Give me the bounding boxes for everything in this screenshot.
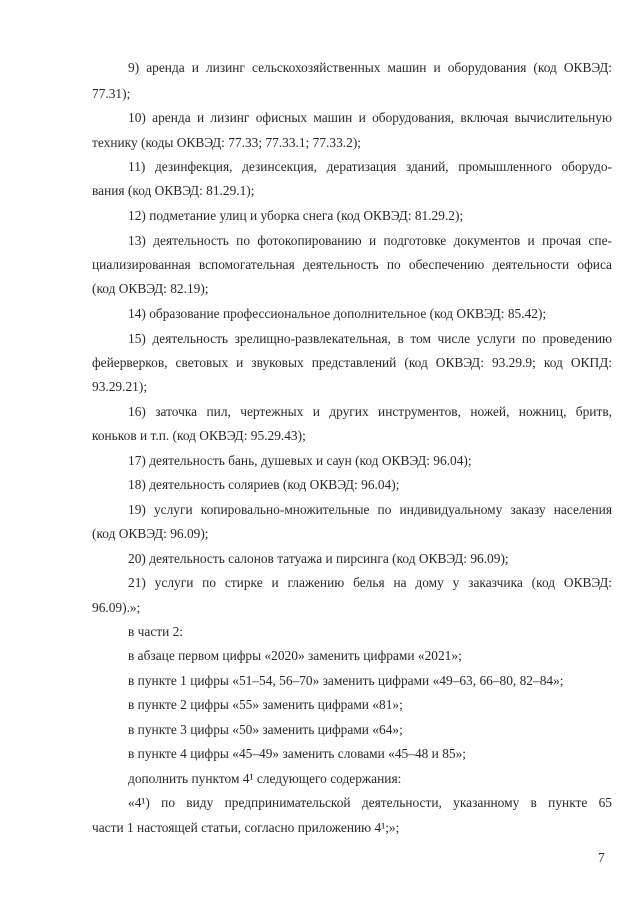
text-line: (код ОКВЭД: 96.09); bbox=[92, 526, 209, 541]
text-line: 14) образование профессиональное дополнительное (код ОКВЭД: 85.42); bbox=[128, 306, 547, 321]
page-number: 7 bbox=[598, 850, 605, 865]
text-line: 9) аренда и лизинг сельскохозяйственных машин и оборудования (код ОКВЭД: bbox=[128, 60, 612, 75]
text-line: в пункте 1 цифры «51–54, 56–70» заменить цифрами «49–63, 66–80, 82–84»; bbox=[128, 673, 564, 688]
text-line: фейерверков, световых и звуковых представлений (код ОКВЭД: 93.29.9; код ОКПД: bbox=[92, 355, 612, 370]
text-line: 11) дезинфекция, дезинсекция, дератизация зданий, промышленного оборудо- bbox=[128, 159, 612, 174]
text-line: 12) подметание улиц и уборка снега (код ОКВЭД: 81.29.2); bbox=[128, 208, 464, 223]
text-line: 17) деятельность бань, душевых и саун (код ОКВЭД: 96.04); bbox=[128, 453, 472, 468]
text-line: в пункте 4 цифры «45–49» заменить словами «45–48 и 85»; bbox=[128, 746, 467, 761]
text-line: 93.29.21); bbox=[92, 379, 148, 394]
text-line: 20) деятельность салонов татуажа и пирсинга (код ОКВЭД: 96.09); bbox=[128, 551, 509, 566]
text-line: 16) заточка пил, чертежных и других инструментов, ножей, ножниц, бритв, bbox=[128, 404, 612, 419]
text-line: 96.09).»; bbox=[92, 600, 141, 615]
text-line: 15) деятельность зрелищно-развлекательная, в том числе услуги по проведению bbox=[128, 331, 612, 346]
text-line: циализированная вспомогательная деятельность по обеспечению деятельности офиса bbox=[92, 257, 612, 272]
text-line: коньков и т.п. (код ОКВЭД: 95.29.43); bbox=[92, 428, 306, 443]
text-line: в пункте 2 цифры «55» заменить цифрами «81»; bbox=[128, 697, 403, 712]
text-line: «4¹) по виду предпринимательской деятельности, указанному в пункте 65 bbox=[128, 795, 612, 810]
text-line: (код ОКВЭД: 82.19); bbox=[92, 281, 209, 296]
text-line: технику (коды ОКВЭД: 77.33; 77.33.1; 77.33.2); bbox=[92, 135, 361, 150]
text-line: 13) деятельность по фотокопированию и подготовке документов и прочая спе- bbox=[128, 233, 612, 248]
text-line: 18) деятельность соляриев (код ОКВЭД: 96.04); bbox=[128, 477, 400, 492]
text-line: вания (код ОКВЭД: 81.29.1); bbox=[92, 183, 255, 198]
text-line: в пункте 3 цифры «50» заменить цифрами «64»; bbox=[128, 722, 403, 737]
text-line: в абзаце первом цифры «2020» заменить цифрами «2021»; bbox=[128, 648, 462, 663]
text-line: 21) услуги по стирке и глажению белья на дому у заказчика (код ОКВЭД: bbox=[128, 575, 612, 590]
text-line: 19) услуги копировально-множительные по индивидуальному заказу населения bbox=[128, 502, 612, 517]
text-line: 10) аренда и лизинг офисных машин и оборудования, включая вычислительную bbox=[128, 110, 612, 125]
text-line: дополнить пунктом 4¹ следующего содержания: bbox=[128, 771, 402, 786]
text-line: в части 2: bbox=[128, 624, 184, 639]
text-line: части 1 настоящей статьи, согласно приложению 4¹;»; bbox=[92, 820, 400, 835]
text-line: 77.31); bbox=[92, 86, 131, 101]
